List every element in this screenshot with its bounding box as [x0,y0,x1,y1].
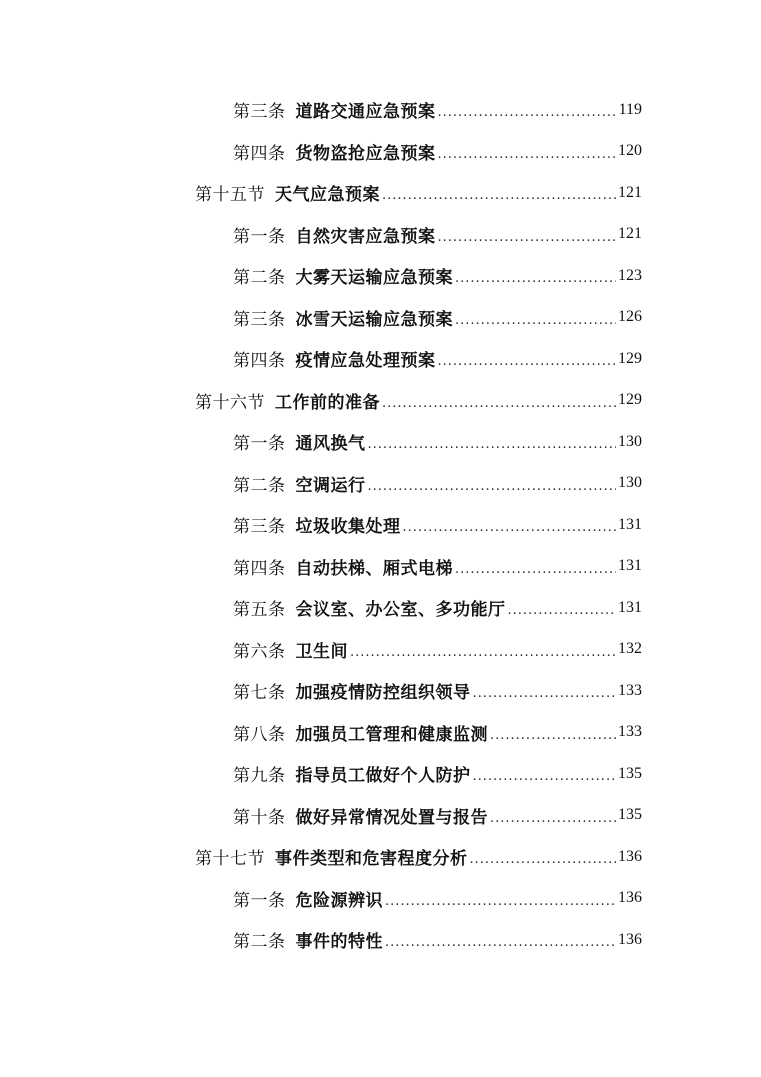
toc-entry-number: 第三条 [233,102,286,123]
toc-article-entry[interactable] [0,753,761,795]
toc-dot-leader [382,182,616,203]
toc-page-number: 136 [618,930,642,948]
toc-article-entry[interactable] [0,795,761,837]
toc-dot-leader [385,888,616,909]
toc-page-number: 129 [618,391,642,409]
toc-entry-number: 第一条 [233,890,286,911]
toc-article-entry[interactable] [0,89,761,131]
toc-dot-leader [490,722,616,743]
toc-entry-title: 大雾天运输应急预案 [295,268,453,289]
toc-entry-title: 会议室、办公室、多功能厅 [295,600,506,621]
toc-dot-leader [455,265,616,286]
toc-page-number: 120 [618,142,642,160]
toc-entry-number: 第二条 [233,475,286,496]
toc-entry-number: 第五条 [233,600,286,621]
toc-entry-title: 卫生间 [295,641,348,662]
toc-article-entry[interactable] [0,504,761,546]
toc-article-entry[interactable] [0,878,761,920]
toc-article-entry[interactable] [0,712,761,754]
toc-section-entry[interactable] [0,172,761,214]
table-of-contents [0,89,761,961]
toc-page-number: 129 [618,349,642,367]
toc-article-entry[interactable] [0,919,761,961]
toc-dot-leader [350,639,616,660]
toc-dot-leader [470,846,617,867]
toc-entry-number: 第八条 [233,724,286,745]
toc-entry-number: 第一条 [233,226,286,247]
toc-page-number: 131 [618,557,642,575]
toc-section-entry[interactable] [0,836,761,878]
toc-entry-title: 自然灾害应急预案 [295,226,436,247]
toc-dot-leader [490,805,616,826]
toc-entry-number: 第三条 [233,309,286,330]
toc-entry-title: 工作前的准备 [275,392,380,413]
toc-page-number: 133 [618,723,642,741]
toc-page-number: 121 [618,183,642,201]
toc-dot-leader [368,473,617,494]
toc-entry-title: 自动扶梯、厢式电梯 [295,558,453,579]
toc-entry-title: 货物盗抢应急预案 [295,143,436,164]
toc-dot-leader [455,556,616,577]
toc-entry-number: 第一条 [233,434,286,455]
toc-entry-number: 第十五节 [195,185,265,206]
toc-entry-title: 冰雪天运输应急预案 [295,309,453,330]
toc-entry-number: 第四条 [233,351,286,372]
toc-entry-number: 第四条 [233,558,286,579]
toc-page-number: 130 [618,432,642,450]
toc-dot-leader [438,348,617,369]
toc-dot-leader [438,141,617,162]
toc-entry-number: 第十六节 [195,392,265,413]
toc-entry-title: 通风换气 [295,434,366,455]
toc-dot-leader [382,390,616,411]
toc-entry-title: 危险源辨识 [295,890,383,911]
toc-page-number: 131 [618,598,642,616]
toc-entry-number: 第四条 [233,143,286,164]
toc-entry-number: 第三条 [233,517,286,538]
toc-entry-number: 第九条 [233,766,286,787]
toc-dot-leader [438,224,617,245]
toc-entry-title: 加强员工管理和健康监测 [295,724,488,745]
toc-entry-number: 第二条 [233,932,286,953]
toc-page-number: 121 [618,225,642,243]
toc-article-entry[interactable] [0,131,761,173]
toc-dot-leader [438,99,617,120]
toc-article-entry[interactable] [0,297,761,339]
toc-dot-leader [473,680,617,701]
toc-page-number: 135 [618,806,642,824]
toc-article-entry[interactable] [0,629,761,671]
toc-entry-number: 第十条 [233,807,286,828]
toc-article-entry[interactable] [0,255,761,297]
toc-section-entry[interactable] [0,380,761,422]
toc-page-number: 133 [618,681,642,699]
toc-entry-title: 加强疫情防控组织领导 [295,683,471,704]
toc-entry-number: 第七条 [233,683,286,704]
toc-article-entry[interactable] [0,587,761,629]
toc-entry-number: 第十七节 [195,849,265,870]
toc-entry-title: 做好异常情况处置与报告 [295,807,488,828]
toc-dot-leader [455,307,616,328]
toc-page-number: 119 [618,100,642,118]
toc-entry-title: 事件类型和危害程度分析 [275,849,468,870]
toc-page-number: 131 [618,515,642,533]
toc-article-entry[interactable] [0,670,761,712]
toc-entry-number: 第二条 [233,268,286,289]
toc-page-number: 123 [618,266,642,284]
toc-page-number: 136 [618,889,642,907]
toc-entry-title: 垃圾收集处理 [295,517,401,538]
toc-page-number: 135 [618,764,642,782]
toc-dot-leader [403,514,617,535]
toc-dot-leader [385,929,616,950]
toc-entry-title: 天气应急预案 [275,185,380,206]
toc-entry-title: 空调运行 [295,475,366,496]
toc-entry-title: 疫情应急处理预案 [295,351,436,372]
toc-article-entry[interactable] [0,421,761,463]
toc-article-entry[interactable] [0,546,761,588]
toc-page-number: 126 [618,308,642,326]
toc-article-entry[interactable] [0,214,761,256]
toc-entry-title: 事件的特性 [295,932,383,953]
toc-page-number: 132 [618,640,642,658]
toc-dot-leader [508,597,617,618]
toc-article-entry[interactable] [0,463,761,505]
toc-article-entry[interactable] [0,338,761,380]
toc-page-number: 130 [618,474,642,492]
toc-dot-leader [368,431,617,452]
toc-entry-number: 第六条 [233,641,286,662]
toc-entry-title: 道路交通应急预案 [295,102,436,123]
toc-entry-title: 指导员工做好个人防护 [295,766,471,787]
toc-page-number: 136 [618,847,642,865]
toc-dot-leader [473,763,617,784]
